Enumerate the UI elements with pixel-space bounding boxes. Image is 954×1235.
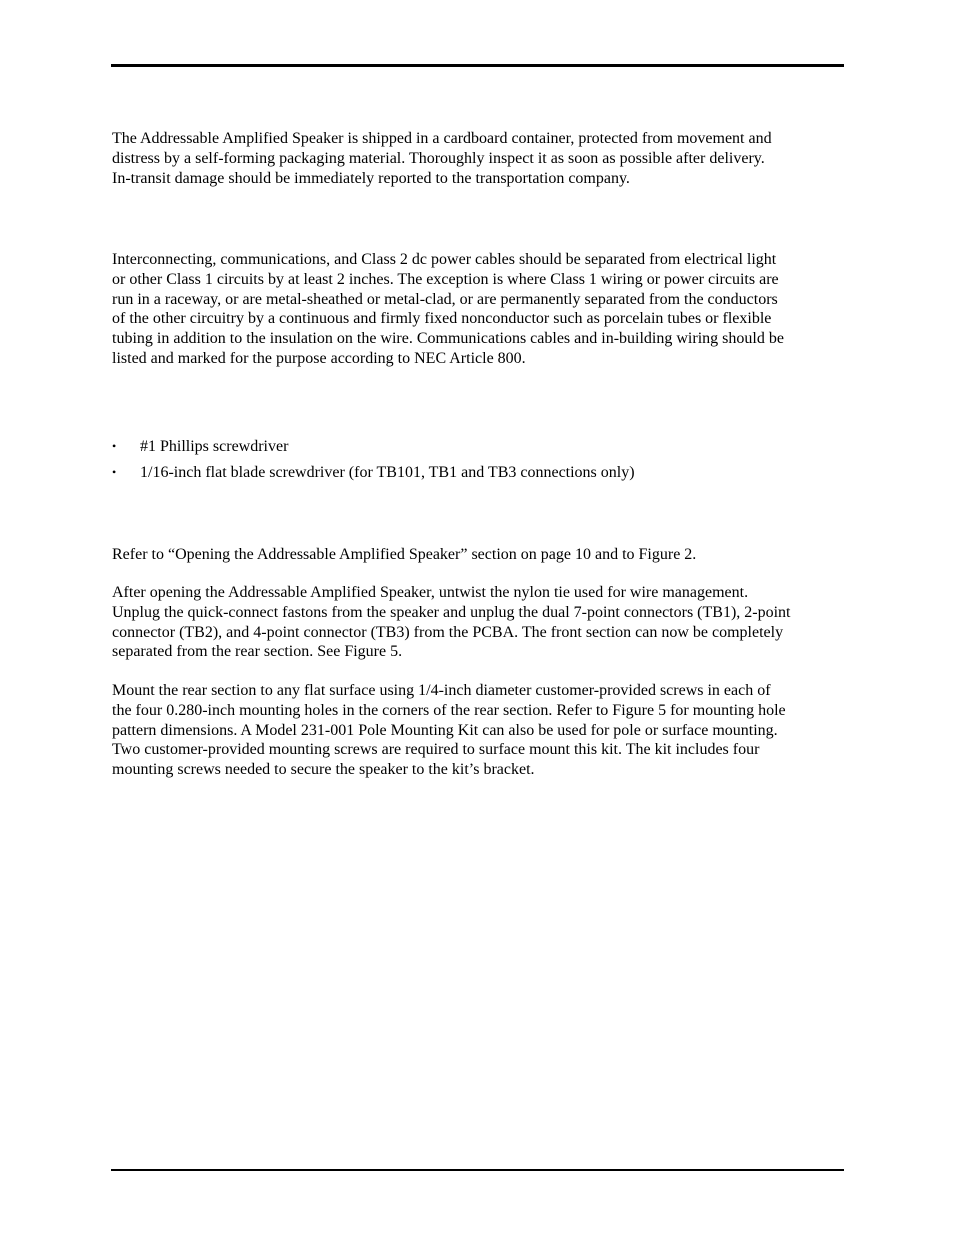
text-line: The Addressable Amplified Speaker is shipped in a cardboard container, protected from movement and [112, 130, 772, 147]
text-line: pattern dimensions. A Model 231-001 Pole Mounting Kit can also be used for pole or surface mounting. [112, 721, 778, 739]
text-line: Mount the rear section to any flat surface using 1/4-inch diameter customer-provided screws in each of [112, 682, 771, 699]
text-line: mounting screws needed to secure the speaker to the kit’s bracket. [112, 761, 535, 779]
mounting-intro [112, 545, 844, 565]
text-line: separated from the rear section. See Figure 5. [112, 643, 403, 661]
text-line: or other Class 1 circuits by at least 2 inches. The exception is where Class 1 wiring or power circuits are [112, 270, 779, 288]
text-line: the four 0.280-inch mounting holes in the corners of the rear section. Refer to Figure 5 for mounting hole [112, 701, 786, 719]
mounting-paragraph-2 [112, 681, 844, 780]
bullet-icon: • [112, 439, 117, 453]
text-line: Refer to “Opening the Addressable Amplified Speaker” section on page 10 and to Figure 2. [112, 546, 697, 563]
shipping-paragraph [112, 129, 844, 188]
list-item-text: #1 Phillips screwdriver [140, 438, 289, 455]
text-line: run in a raceway, or are metal-sheathed or metal-clad, or are permanently separated from the conductors [112, 290, 778, 308]
tools-list [112, 437, 844, 489]
text-line: Unplug the quick-connect fastons from the speaker and unplug the dual 7-point connectors (TB1), 2-point [112, 603, 791, 621]
text-line: In-transit damage should be immediately reported to the transportation company. [112, 169, 630, 187]
list-item-text: 1/16-inch flat blade screwdriver (for TB101, TB1 and TB3 connections only) [140, 464, 635, 481]
wiring-paragraph [112, 250, 844, 369]
text-line: Two customer-provided mounting screws are required to surface mount this kit. The kit includes four [112, 741, 760, 759]
text-line: listed and marked for the purpose according to NEC Article 800. [112, 349, 526, 367]
footer-rule [111, 1169, 844, 1171]
list-item [112, 463, 844, 489]
header-rule [111, 64, 844, 67]
mounting-paragraph-1 [112, 583, 844, 662]
text-line: connector (TB2), and 4-point connector (TB3) from the PCBA. The front section can now be completely [112, 623, 784, 641]
text-line: distress by a self-forming packaging material. Thoroughly inspect it as soon as possible after delivery. [112, 149, 765, 167]
text-line: Interconnecting, communications, and Class 2 dc power cables should be separated from electrical light [112, 251, 777, 268]
text-line: of the other circuitry by a continuous and firmly fixed nonconductor such as porcelain tubes or flexible [112, 310, 772, 328]
list-item [112, 437, 844, 463]
text-line: tubing in addition to the insulation on the wire. Communications cables and in-building wiring should be [112, 330, 784, 348]
bullet-icon: • [112, 465, 117, 479]
text-line: After opening the Addressable Amplified Speaker, untwist the nylon tie used for wire management. [112, 584, 749, 601]
